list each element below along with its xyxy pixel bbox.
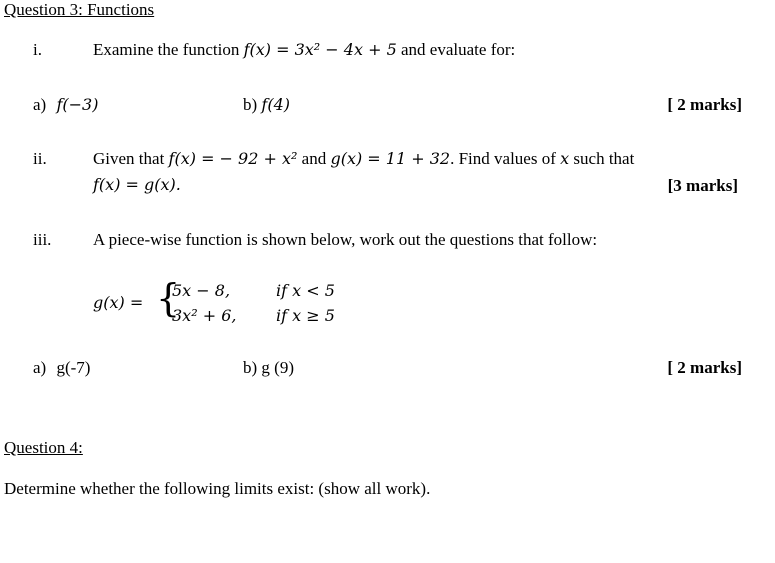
question-4-title: Question 4: [4,438,83,457]
part-i-a-label: a) [33,95,47,114]
part-i-marks: [ 2 marks] [667,95,742,114]
part-i-b-label: b) [243,95,258,114]
part-ii-line1 [93,149,634,169]
part-iii-text: A piece-wise function is shown below, work out the questions that follow: [93,230,598,249]
part-ii-given: Given that [93,149,165,168]
part-iii-a-expr: g(-7) [56,358,91,377]
piecewise-case2-cond: if x ≥ 5 [276,306,335,325]
part-i-text-before: Examine the function [93,40,240,59]
part-ii-x: x [560,149,570,168]
part-i-b-expr: f(4) [261,95,291,114]
piecewise-case1-expr: 5x − 8, [172,281,231,300]
part-iii-b-expr: g (9) [261,358,294,377]
part-ii-f-def: f(x) = − 92 + x² [168,149,298,168]
part-i-a [33,95,98,115]
question-4-text: Determine whether the following limits exist: (show all work). [4,479,431,498]
part-ii-such-that: such that [573,149,635,168]
part-ii-marks: [3 marks] [667,176,738,195]
part-ii-find: . Find values of [450,149,556,168]
part-ii-g-def: g(x) = 11 + 32 [330,149,451,168]
piecewise-brace: { [156,276,181,320]
part-ii-numeral: ii. [33,149,47,168]
part-iii-b [243,358,294,378]
part-i-formula: f(x) = 3x² − 4x + 5 [243,40,397,59]
part-iii-a [33,358,90,378]
question-3-title: Question 3: Functions [4,0,155,19]
part-iii-a-label: a) [33,358,47,377]
part-ii-and: and [301,149,327,168]
piecewise-g-label: g(x) = [93,293,144,312]
part-i-text-after: and evaluate for: [401,40,516,59]
piecewise-case1-cond: if x < 5 [276,281,335,300]
part-iii-numeral: iii. [33,230,52,249]
part-ii-equation: f(x) = g(x). [93,175,181,194]
part-i-numeral: i. [33,40,42,59]
piecewise-case2-expr: 3x² + 6, [172,306,237,325]
part-i-b [243,95,290,115]
part-iii-b-label: b) [243,358,258,377]
part-iii-marks: [ 2 marks] [667,358,742,377]
part-i-line [93,40,515,60]
part-i-a-expr: f(−3) [56,95,99,114]
